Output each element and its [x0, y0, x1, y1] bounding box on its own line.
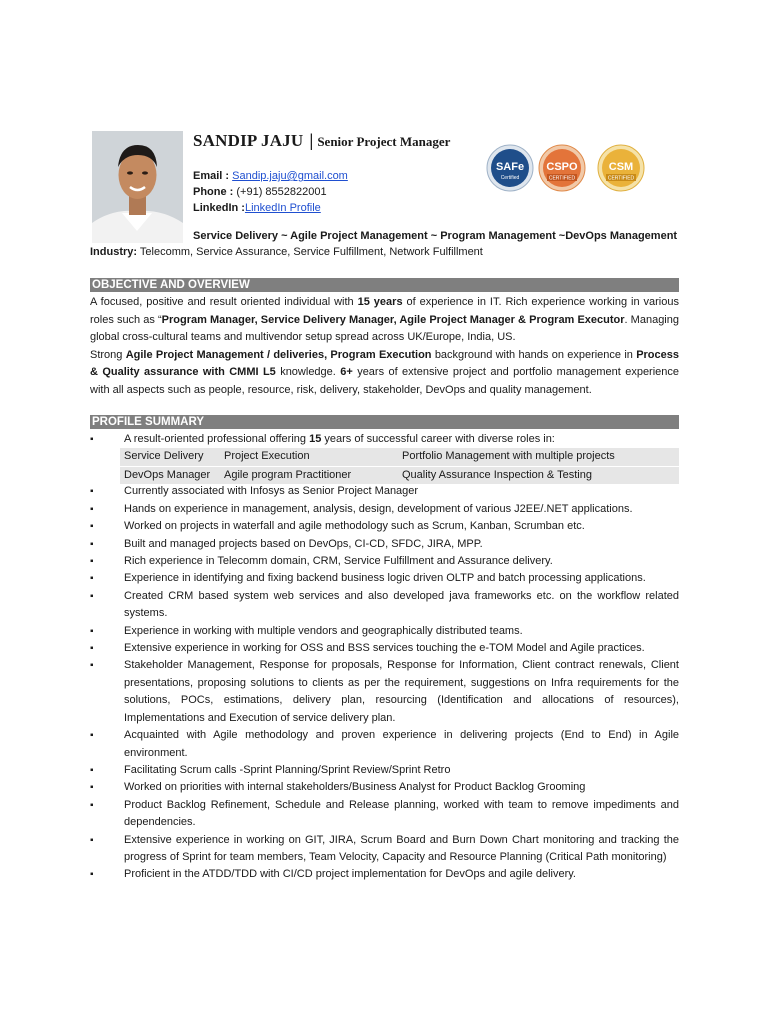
list-item: ▪ Worked on projects in waterfall and agile methodology such as Scrum, Kanban, Scrumban etc. [90, 518, 679, 535]
safe-badge-sub: Certified [500, 175, 520, 181]
list-item: ▪ Created CRM based system web services and also developed java frameworks etc. on the workflow related systems. [90, 588, 679, 623]
csm-badge-sub: CERTIFIED [607, 175, 635, 182]
obj-text: knowledge. [275, 366, 341, 378]
phone-label: Phone : [193, 186, 237, 198]
profile-summary-list [90, 431, 679, 884]
roles-cell: Agile program Practitioner [224, 468, 352, 481]
intro-bold: 15 [309, 433, 322, 445]
email-line [193, 168, 348, 184]
roles-table [120, 448, 679, 484]
objective-paragraph-2 [90, 347, 679, 400]
profile-summary-header: PROFILE SUMMARY [90, 415, 679, 429]
list-item: ▪ Facilitating Scrum calls -Sprint Planning/Sprint Review/Sprint Retro [90, 762, 679, 779]
phone-value: (+91) 8552822001 [236, 186, 327, 198]
list-item: ▪ Stakeholder Management, Response for proposals, Response for Information, Client contract renewals, Client presentations, proposing solutions to clients as per the requirement, suggestions on Infra requirements for the solutions, POCs, estimations, delivery plan, resourcing (Identification and allocations of resources), Implementations and Execution of service delivery plan. [90, 657, 679, 727]
obj-bold: 15 years [357, 296, 403, 308]
linkedin-label: LinkedIn : [193, 202, 245, 214]
objective-header: OBJECTIVE AND OVERVIEW [90, 278, 679, 292]
linkedin-link[interactable]: LinkedIn Profile [244, 202, 321, 214]
list-item: ▪ Experience in identifying and fixing backend business logic driven OLTP and batch processing applications. [90, 570, 679, 587]
roles-row [120, 466, 679, 485]
list-item: ▪ Acquainted with Agile methodology and proven experience in delivering projects (End to End) in Agile environment. [90, 727, 679, 762]
name-line [193, 130, 450, 151]
intro-text: years of successful career with diverse roles in: [321, 433, 555, 445]
email-label: Email : [193, 170, 233, 182]
obj-text: of experience in IT. Rich experience working in various roles such as “ [90, 296, 679, 326]
list-item: ▪ Extensive experience in working on GIT, JIRA, Scrum Board and Burn Down Chart monitoring and tracking the progress of Sprint for team members, Team Velocity, Capacity and Resource Planning (Critical Path monitoring) [90, 832, 679, 867]
list-item: ▪ Built and managed projects based on DevOps, CI-CD, SFDC, JIRA, MPP. [90, 536, 679, 553]
obj-text: A focused, positive and result oriented individual with [90, 296, 358, 308]
safe-badge-text: SAFe [495, 161, 525, 173]
roles-cell: Service Delivery [124, 450, 204, 462]
industry-value: Telecomm, Service Assurance, Service Fulfillment, Network Fulfillment [137, 246, 483, 258]
roles-row [120, 448, 679, 466]
obj-text: Strong [90, 348, 126, 361]
roles-cell: Portfolio Management with multiple projects [402, 450, 615, 462]
industry-line [90, 246, 483, 258]
obj-bold: Program Manager, Service Delivery Manager, Agile Project Manager & Program Executor [161, 313, 625, 326]
list-item: ▪ Extensive experience in working for OSS and BSS services touching the e-TOM Model and Agile practices. [90, 640, 679, 657]
profile-photo [92, 131, 183, 243]
csm-badge-icon [597, 144, 645, 192]
safe-badge-icon [486, 144, 534, 192]
list-item [90, 431, 679, 448]
roles-cell: DevOps Manager [124, 468, 211, 481]
email-link[interactable]: Sandip.jaju@gmail.com [232, 170, 348, 182]
list-item: ▪ Rich experience in Telecomm domain, CRM, Service Fulfillment and Assurance delivery. [90, 553, 679, 570]
obj-bold: 6+ [340, 366, 353, 378]
objective-text [90, 294, 679, 399]
list-item: ▪ Experience in working with multiple vendors and geographically distributed teams. [90, 623, 679, 640]
cspo-badge-sub: CERTIFIED [548, 175, 576, 182]
phone-line [193, 184, 348, 200]
list-item: ▪ Proficient in the ATDD/TDD with CI/CD project implementation for DevOps and agile delivery. [90, 866, 679, 883]
roles-cell: Project Execution [224, 450, 310, 462]
obj-bold: Agile Project Management / deliveries, Program Execution [125, 348, 432, 361]
csm-badge-text: CSM [608, 161, 634, 173]
cspo-badge-icon [538, 144, 586, 192]
obj-text: years of extensive project and portfolio management experience with all aspects such as people, resource, risk, delivery, stakeholder, DevOps and quality management. [90, 366, 680, 396]
contact-block [193, 168, 348, 216]
title-separator: | [309, 130, 314, 150]
obj-text: . Managing global cross-cultural teams and multivendor setup spread across UK/Europe, India, US. [90, 313, 679, 343]
domains-line: Service Delivery ~ Agile Project Management ~ Program Management ~DevOps Management [193, 230, 678, 242]
list-item: ▪ Hands on experience in management, analysis, design, development of various J2EE/.NET applications. [90, 501, 679, 518]
intro-text: A result-oriented professional offering [124, 433, 310, 445]
roles-cell: Quality Assurance Inspection & Testing [402, 468, 592, 481]
job-title: Senior Project Manager [317, 134, 451, 149]
candidate-name: SANDIP JAJU [193, 131, 304, 150]
obj-text: background with hands on experience in [431, 348, 637, 361]
cspo-badge-text: CSPO [546, 161, 578, 173]
list-item: ▪ Worked on priorities with internal stakeholders/Business Analyst for Product Backlog Grooming [90, 779, 679, 796]
list-item: ▪ Product Backlog Refinement, Schedule and Release planning, worked with team to remove impediments and dependencies. [90, 797, 679, 832]
industry-label: Industry: [90, 246, 138, 258]
obj-bold: Process & Quality assurance with CMMI L5 [90, 348, 679, 378]
list-item: ▪ Currently associated with Infosys as Senior Project Manager [90, 483, 679, 500]
linkedin-line [193, 200, 348, 216]
objective-paragraph-1 [90, 294, 679, 347]
